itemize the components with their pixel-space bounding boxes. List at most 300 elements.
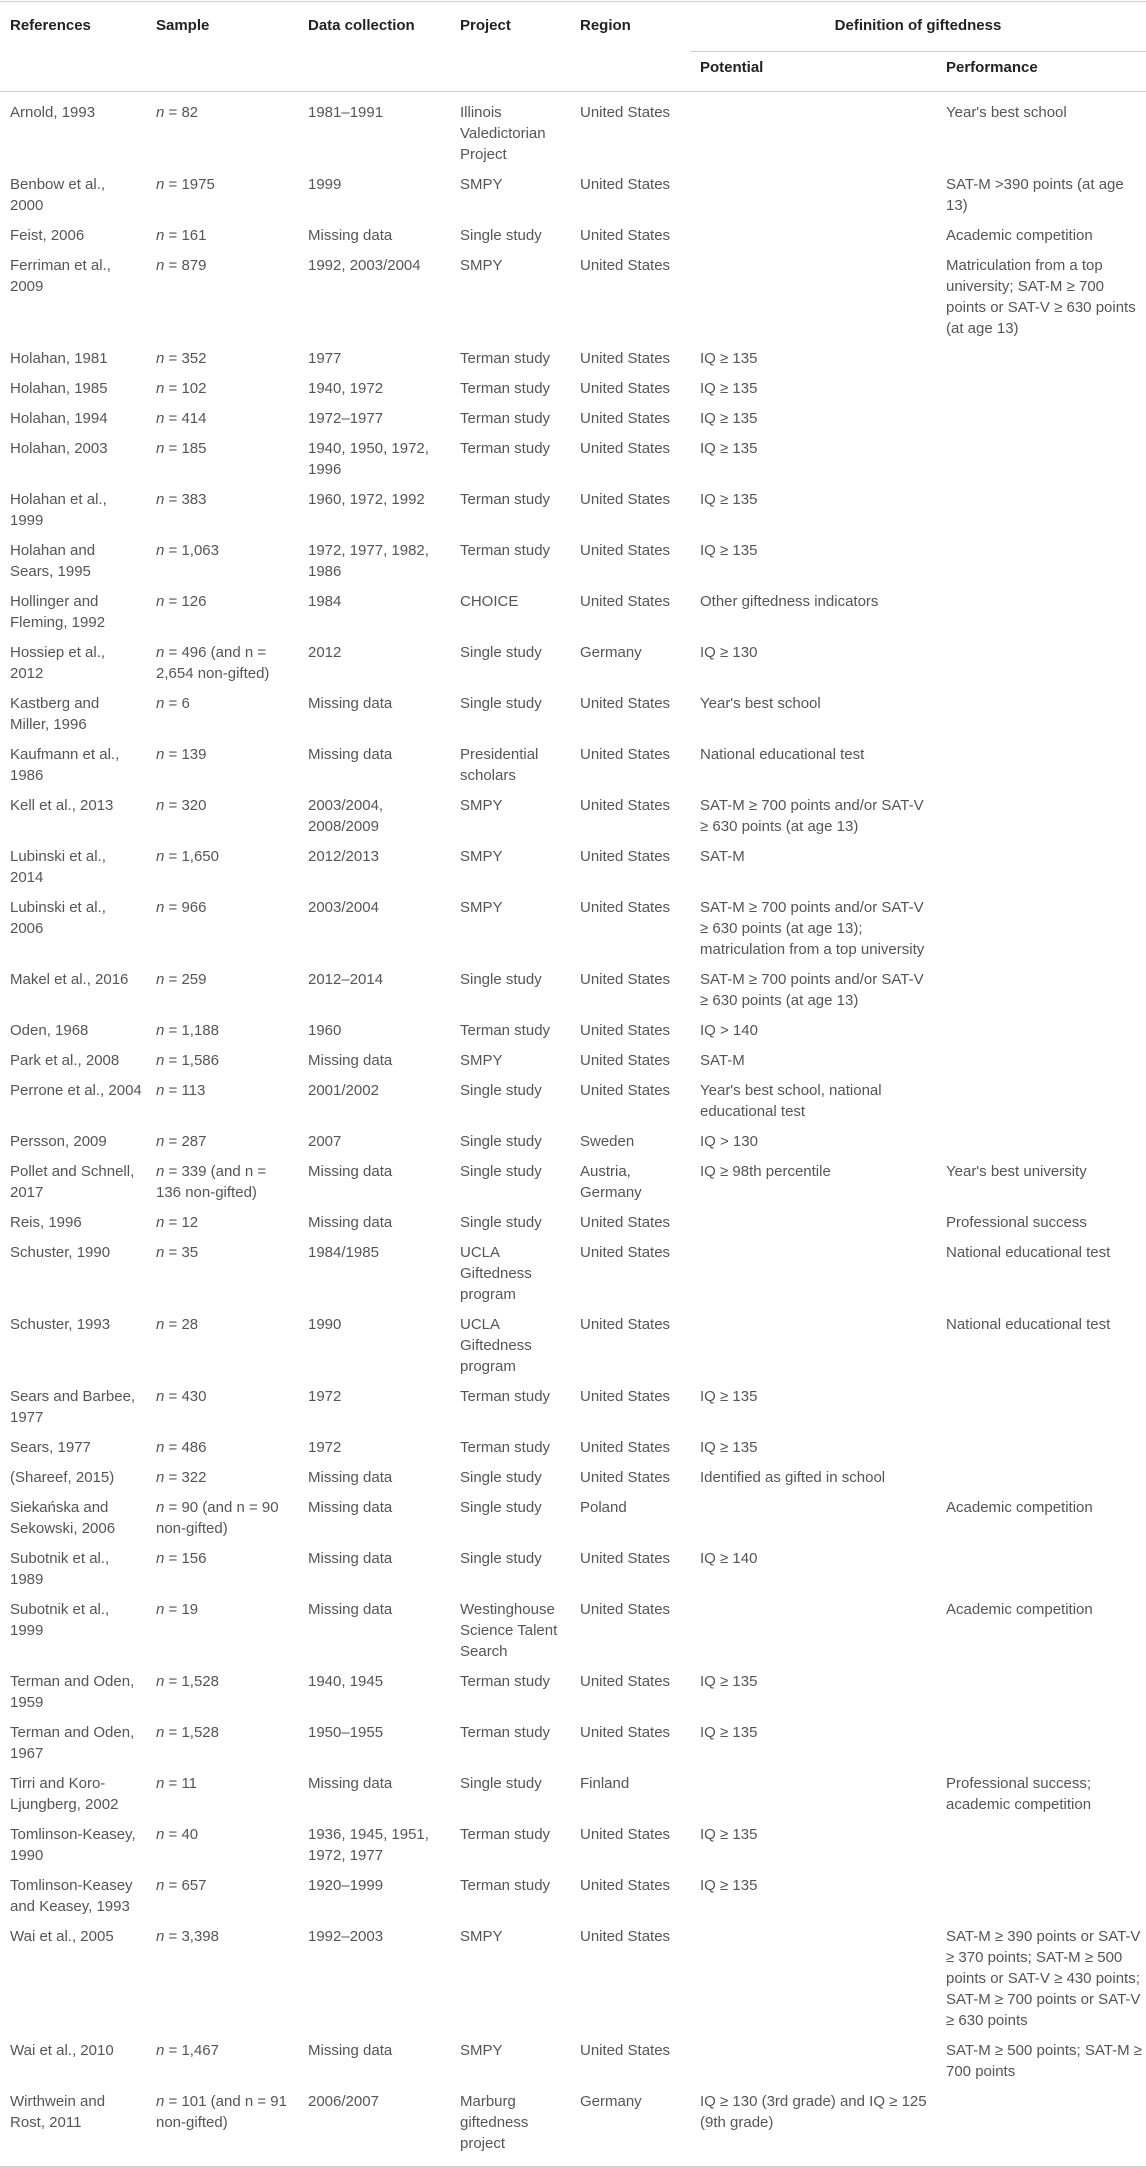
sample-value: 3,398 <box>181 1928 219 1945</box>
cell-performance <box>936 1464 1146 1494</box>
cell-data-collection: 2003/2004, 2008/2009 <box>308 797 384 835</box>
cell-potential <box>690 222 936 252</box>
cell-project: Terman study <box>460 542 551 559</box>
sample-value: 90 (and n = 90 non-gifted) <box>156 1499 279 1537</box>
sample-equals: = <box>164 593 182 610</box>
cell-potential: IQ ≥ 140 <box>700 1550 758 1567</box>
cell-region: United States <box>580 380 671 397</box>
sample-n-symbol: n <box>156 1877 165 1894</box>
sample-value: 126 <box>181 593 207 610</box>
cell-region: Austria, Germany <box>580 1163 642 1201</box>
sample-value: 156 <box>181 1550 207 1567</box>
cell-data-collection: 1984 <box>308 593 342 610</box>
cell-performance <box>936 405 1146 435</box>
cell-sample <box>146 1077 298 1128</box>
cell-region: United States <box>580 410 671 427</box>
sample-equals: = <box>164 848 182 865</box>
cell-sample <box>146 1209 298 1239</box>
cell-region: United States <box>580 797 671 814</box>
cell-sample <box>146 1821 298 1872</box>
table-row <box>0 92 1146 172</box>
cell-region: United States <box>580 899 671 916</box>
sample-value: 11 <box>181 1775 198 1792</box>
cell-region: United States <box>580 1673 671 1690</box>
sample-n-symbol: n <box>156 440 165 457</box>
sample-n-symbol: n <box>156 1601 165 1618</box>
sample-n-symbol: n <box>156 2042 165 2059</box>
cell-reference: Subotnik et al., 1999 <box>10 1601 110 1639</box>
cell-region: United States <box>580 1082 671 1099</box>
cell-potential: SAT-M ≥ 700 points and/or SAT-V ≥ 630 points (at age 13) <box>700 971 924 1009</box>
cell-reference: Reis, 1996 <box>10 1214 82 1231</box>
sample-value: 486 <box>181 1439 207 1456</box>
cell-project: Single study <box>460 1163 542 1180</box>
sample-value: 496 (and n = 2,654 non-gifted) <box>156 644 270 682</box>
cell-project: SMPY <box>460 1928 503 1945</box>
sample-equals: = <box>164 1214 182 1231</box>
sample-n-symbol: n <box>156 899 165 916</box>
cell-region: United States <box>580 2042 671 2059</box>
cell-project: Illinois Valedictorian Project <box>460 104 546 163</box>
cell-project: SMPY <box>460 899 503 916</box>
cell-project: Terman study <box>460 1022 551 1039</box>
cell-data-collection: 2001/2002 <box>308 1082 379 1099</box>
sample-n-symbol: n <box>156 1775 165 1792</box>
cell-project: Single study <box>460 695 542 712</box>
table-row <box>0 1821 1146 1872</box>
sample-equals: = <box>164 350 182 367</box>
cell-data-collection: Missing data <box>308 1214 393 1231</box>
cell-sample <box>146 345 298 375</box>
table-row <box>0 1383 1146 1434</box>
cell-project: Single study <box>460 1214 542 1231</box>
cell-data-collection: 1999 <box>308 176 342 193</box>
cell-sample <box>146 1596 298 1668</box>
sample-value: 1,467 <box>181 2042 219 2059</box>
col-header-project: Project <box>460 17 511 34</box>
cell-region: United States <box>580 350 671 367</box>
cell-sample <box>146 639 298 690</box>
sample-value: 879 <box>181 257 207 274</box>
cell-sample <box>146 537 298 588</box>
sample-equals: = <box>164 104 182 121</box>
cell-potential: National educational test <box>700 746 865 763</box>
table-row <box>0 1596 1146 1668</box>
cell-performance <box>936 1047 1146 1077</box>
sample-equals: = <box>164 176 182 193</box>
cell-performance: Academic competition <box>946 1601 1093 1618</box>
cell-performance: Professional success <box>946 1214 1087 1231</box>
sample-equals: = <box>164 1601 182 1618</box>
cell-reference: Tirri and Koro-Ljungberg, 2002 <box>10 1775 119 1813</box>
cell-performance <box>936 843 1146 894</box>
cell-data-collection: 1920–1999 <box>308 1877 384 1894</box>
sample-value: 1,586 <box>181 1052 219 1069</box>
sample-equals: = <box>164 410 182 427</box>
sample-n-symbol: n <box>156 1052 165 1069</box>
cell-potential: IQ ≥ 135 <box>700 380 758 397</box>
cell-potential <box>690 252 936 345</box>
col-header-region: Region <box>580 17 631 34</box>
cell-sample <box>146 1128 298 1158</box>
cell-data-collection: 1972 <box>308 1439 342 1456</box>
cell-sample <box>146 375 298 405</box>
sample-n-symbol: n <box>156 746 165 763</box>
sample-equals: = <box>164 1469 182 1486</box>
cell-project: Single study <box>460 1775 542 1792</box>
cell-potential: SAT-M <box>700 848 745 865</box>
cell-reference: Kell et al., 2013 <box>10 797 114 814</box>
cell-performance: National educational test <box>946 1316 1111 1333</box>
cell-sample <box>146 1311 298 1383</box>
sample-equals: = <box>164 440 182 457</box>
cell-region: United States <box>580 1601 671 1618</box>
sample-n-symbol: n <box>156 1724 165 1741</box>
cell-potential <box>690 1311 936 1383</box>
cell-data-collection: 1940, 1972 <box>308 380 384 397</box>
sample-n-symbol: n <box>156 1133 165 1150</box>
cell-performance <box>936 639 1146 690</box>
cell-data-collection: Missing data <box>308 1052 393 1069</box>
cell-sample <box>146 1719 298 1770</box>
sample-n-symbol: n <box>156 1244 165 1261</box>
cell-data-collection: 1977 <box>308 350 342 367</box>
cell-project: Terman study <box>460 1877 551 1894</box>
cell-region: United States <box>580 1244 671 1261</box>
cell-performance <box>936 486 1146 537</box>
col-header-references: References <box>10 17 91 34</box>
sample-equals: = <box>164 1163 182 1180</box>
sample-equals: = <box>164 1724 182 1741</box>
cell-reference: Ferriman et al., 2009 <box>10 257 111 295</box>
cell-reference: Kaufmann et al., 1986 <box>10 746 120 784</box>
cell-performance <box>936 375 1146 405</box>
cell-project: Terman study <box>460 1439 551 1456</box>
cell-performance: Academic competition <box>946 1499 1093 1516</box>
cell-potential: Identified as gifted in school <box>700 1469 886 1486</box>
cell-potential: SAT-M ≥ 700 points and/or SAT-V ≥ 630 points (at age 13); matriculation from a top university <box>700 899 925 958</box>
cell-data-collection: 2012 <box>308 644 342 661</box>
cell-performance <box>936 1872 1146 1923</box>
sample-value: 322 <box>181 1469 207 1486</box>
sample-n-symbol: n <box>156 380 165 397</box>
table-row <box>0 1494 1146 1545</box>
cell-reference: Oden, 1968 <box>10 1022 89 1039</box>
cell-project: Terman study <box>460 1724 551 1741</box>
sample-equals: = <box>164 746 182 763</box>
cell-sample <box>146 405 298 435</box>
table-row <box>0 1545 1146 1596</box>
table-row <box>0 486 1146 537</box>
cell-project: Single study <box>460 1499 542 1516</box>
cell-performance <box>936 966 1146 1017</box>
cell-region: United States <box>580 848 671 865</box>
cell-reference: Holahan, 2003 <box>10 440 108 457</box>
table-body <box>0 92 1146 2167</box>
cell-reference: (Shareef, 2015) <box>10 1469 115 1486</box>
sample-value: 352 <box>181 350 207 367</box>
cell-reference: Lubinski et al., 2014 <box>10 848 106 886</box>
cell-reference: Wai et al., 2010 <box>10 2042 114 2059</box>
cell-potential <box>690 1494 936 1545</box>
sample-n-symbol: n <box>156 1316 165 1333</box>
sample-equals: = <box>164 1877 182 1894</box>
cell-reference: Holahan, 1994 <box>10 410 108 427</box>
cell-region: United States <box>580 227 671 244</box>
table-row <box>0 741 1146 792</box>
sample-n-symbol: n <box>156 491 165 508</box>
cell-potential: IQ ≥ 135 <box>700 350 758 367</box>
cell-potential: IQ ≥ 135 <box>700 1826 758 1843</box>
cell-region: United States <box>580 1724 671 1741</box>
table-row <box>0 1311 1146 1383</box>
cell-data-collection: 1936, 1945, 1951, 1972, 1977 <box>308 1826 429 1864</box>
cell-potential: IQ ≥ 135 <box>700 542 758 559</box>
cell-potential: IQ ≥ 135 <box>700 1673 758 1690</box>
sample-n-symbol: n <box>156 593 165 610</box>
cell-potential <box>690 171 936 222</box>
cell-performance <box>936 345 1146 375</box>
cell-data-collection: 1981–1991 <box>308 104 384 121</box>
cell-reference: Kastberg and Miller, 1996 <box>10 695 100 733</box>
col-header-data-collection: Data collection <box>308 17 415 34</box>
cell-region: United States <box>580 1877 671 1894</box>
cell-potential: IQ ≥ 130 <box>700 644 758 661</box>
cell-project: Terman study <box>460 1826 551 1843</box>
cell-performance: Academic competition <box>946 227 1093 244</box>
cell-region: United States <box>580 1550 671 1567</box>
cell-region: United States <box>580 1022 671 1039</box>
sample-n-symbol: n <box>156 2093 165 2110</box>
cell-performance <box>936 537 1146 588</box>
cell-performance <box>936 2088 1146 2167</box>
cell-data-collection: 1990 <box>308 1316 342 1333</box>
sample-equals: = <box>164 1550 182 1567</box>
col-header-performance: Performance <box>946 59 1038 76</box>
sample-value: 113 <box>181 1082 206 1099</box>
cell-reference: Tomlinson-Keasey and Keasey, 1993 <box>10 1877 133 1915</box>
cell-potential: Year's best school <box>700 695 821 712</box>
cell-reference: Holahan and Sears, 1995 <box>10 542 96 580</box>
cell-potential: IQ ≥ 130 (3rd grade) and IQ ≥ 125 (9th grade) <box>700 2093 927 2131</box>
cell-reference: Sears, 1977 <box>10 1439 91 1456</box>
table-row <box>0 1872 1146 1923</box>
cell-sample <box>146 252 298 345</box>
sample-n-symbol: n <box>156 1439 165 1456</box>
sample-value: 101 (and n = 91 non-gifted) <box>156 2093 287 2131</box>
giftedness-studies-table <box>0 1 1146 2167</box>
sample-value: 12 <box>181 1214 199 1231</box>
cell-sample <box>146 894 298 966</box>
cell-reference: Hossiep et al., 2012 <box>10 644 106 682</box>
cell-reference: Terman and Oden, 1967 <box>10 1724 135 1762</box>
sample-value: 35 <box>181 1244 199 1261</box>
table-row <box>0 1209 1146 1239</box>
cell-reference: Holahan et al., 1999 <box>10 491 107 529</box>
table-row <box>0 2088 1146 2167</box>
cell-region: United States <box>580 1316 671 1333</box>
table-row <box>0 588 1146 639</box>
cell-potential: IQ ≥ 135 <box>700 1388 758 1405</box>
cell-data-collection: 1972 <box>308 1388 342 1405</box>
cell-performance <box>936 1128 1146 1158</box>
cell-data-collection: Missing data <box>308 227 393 244</box>
cell-sample <box>146 1494 298 1545</box>
sample-value: 1,188 <box>181 1022 219 1039</box>
table-row <box>0 1923 1146 2037</box>
sample-equals: = <box>164 1244 182 1261</box>
sample-n-symbol: n <box>156 542 165 559</box>
sample-value: 1,528 <box>181 1724 219 1741</box>
cell-region: United States <box>580 257 671 274</box>
sample-equals: = <box>164 257 182 274</box>
cell-project: SMPY <box>460 257 503 274</box>
sample-value: 259 <box>181 971 207 988</box>
table-row <box>0 171 1146 222</box>
sample-value: 28 <box>181 1316 199 1333</box>
cell-data-collection: Missing data <box>308 1163 393 1180</box>
sample-equals: = <box>164 1826 182 1843</box>
cell-performance <box>936 894 1146 966</box>
cell-sample <box>146 1464 298 1494</box>
cell-potential <box>690 1239 936 1311</box>
cell-performance: Year's best university <box>946 1163 1087 1180</box>
table-row <box>0 843 1146 894</box>
cell-sample <box>146 435 298 486</box>
sample-equals: = <box>164 380 182 397</box>
cell-project: Terman study <box>460 1388 551 1405</box>
cell-performance <box>936 1077 1146 1128</box>
table-row <box>0 1128 1146 1158</box>
sample-equals: = <box>164 971 182 988</box>
col-header-definition: Definition of giftedness <box>690 2 1146 52</box>
sample-n-symbol: n <box>156 1388 165 1405</box>
table-row <box>0 1077 1146 1128</box>
cell-region: United States <box>580 1928 671 1945</box>
cell-performance <box>936 588 1146 639</box>
cell-project: Terman study <box>460 410 551 427</box>
cell-data-collection: 2012–2014 <box>308 971 384 988</box>
cell-region: United States <box>580 1052 671 1069</box>
cell-data-collection: 1972–1977 <box>308 410 384 427</box>
cell-reference: Feist, 2006 <box>10 227 85 244</box>
cell-reference: Perrone et al., 2004 <box>10 1082 142 1099</box>
cell-reference: Schuster, 1990 <box>10 1244 111 1261</box>
cell-project: SMPY <box>460 2042 503 2059</box>
sample-n-symbol: n <box>156 1163 165 1180</box>
cell-project: Westinghouse Science Talent Search <box>460 1601 558 1660</box>
sample-equals: = <box>164 1775 182 1792</box>
cell-performance: Matriculation from a top university; SAT-M ≥ 700 points or SAT-V ≥ 630 points (at age 13) <box>946 257 1136 337</box>
sample-equals: = <box>164 227 182 244</box>
table-row <box>0 375 1146 405</box>
sample-equals: = <box>164 899 182 916</box>
cell-potential <box>690 1596 936 1668</box>
sample-equals: = <box>164 542 182 559</box>
cell-region: Germany <box>580 2093 642 2110</box>
sample-value: 19 <box>181 1601 199 1618</box>
sample-value: 185 <box>181 440 207 457</box>
cell-sample <box>146 843 298 894</box>
cell-data-collection: 1960, 1972, 1992 <box>308 491 425 508</box>
sample-value: 287 <box>181 1133 207 1150</box>
sample-value: 1,528 <box>181 1673 219 1690</box>
cell-sample <box>146 1017 298 1047</box>
cell-performance <box>936 741 1146 792</box>
cell-region: Finland <box>580 1775 630 1792</box>
cell-region: United States <box>580 1214 671 1231</box>
cell-region: United States <box>580 746 671 763</box>
sample-value: 430 <box>181 1388 207 1405</box>
cell-data-collection: 1960 <box>308 1022 342 1039</box>
sample-value: 1,063 <box>181 542 219 559</box>
table-row <box>0 537 1146 588</box>
cell-reference: Sears and Barbee, 1977 <box>10 1388 136 1426</box>
cell-potential: IQ ≥ 135 <box>700 1439 758 1456</box>
cell-data-collection: 1992, 2003/2004 <box>308 257 421 274</box>
cell-project: Terman study <box>460 350 551 367</box>
sample-n-symbol: n <box>156 1082 165 1099</box>
cell-potential <box>690 92 936 172</box>
cell-potential: Year's best school, national educational test <box>700 1082 882 1120</box>
cell-data-collection: Missing data <box>308 746 393 763</box>
cell-reference: Benbow et al., 2000 <box>10 176 106 214</box>
cell-data-collection: Missing data <box>308 695 393 712</box>
cell-reference: Lubinski et al., 2006 <box>10 899 106 937</box>
cell-region: United States <box>580 104 671 121</box>
cell-reference: Wai et al., 2005 <box>10 1928 114 1945</box>
sample-equals: = <box>164 797 182 814</box>
cell-project: Terman study <box>460 1673 551 1690</box>
sample-n-symbol: n <box>156 1673 165 1690</box>
sample-value: 1,650 <box>181 848 219 865</box>
sample-n-symbol: n <box>156 1022 165 1039</box>
cell-performance: Year's best school <box>946 104 1067 121</box>
cell-data-collection: 2006/2007 <box>308 2093 379 2110</box>
cell-reference: Park et al., 2008 <box>10 1052 120 1069</box>
cell-performance: SAT-M >390 points (at age 13) <box>946 176 1124 214</box>
cell-sample <box>146 222 298 252</box>
sample-n-symbol: n <box>156 1214 165 1231</box>
cell-performance: National educational test <box>946 1244 1111 1261</box>
cell-region: United States <box>580 695 671 712</box>
cell-potential: SAT-M <box>700 1052 745 1069</box>
table-row <box>0 639 1146 690</box>
col-header-sample: Sample <box>156 17 210 34</box>
sample-value: 320 <box>181 797 207 814</box>
cell-project: Terman study <box>460 440 551 457</box>
table-row <box>0 690 1146 741</box>
sample-equals: = <box>164 1439 182 1456</box>
sample-n-symbol: n <box>156 971 165 988</box>
cell-data-collection: 2003/2004 <box>308 899 379 916</box>
sample-n-symbol: n <box>156 1928 165 1945</box>
cell-data-collection: 1940, 1950, 1972, 1996 <box>308 440 429 478</box>
cell-potential: IQ > 140 <box>700 1022 758 1039</box>
cell-reference: Arnold, 1993 <box>10 104 96 121</box>
cell-potential: IQ ≥ 98th percentile <box>700 1163 831 1180</box>
cell-performance <box>936 1719 1146 1770</box>
cell-sample <box>146 792 298 843</box>
cell-sample <box>146 1047 298 1077</box>
cell-project: Terman study <box>460 380 551 397</box>
cell-reference: Holahan, 1981 <box>10 350 108 367</box>
cell-reference: Terman and Oden, 1959 <box>10 1673 135 1711</box>
cell-reference: Wirthwein and Rost, 2011 <box>10 2093 106 2131</box>
cell-data-collection: 2012/2013 <box>308 848 379 865</box>
cell-region: United States <box>580 542 671 559</box>
sample-value: 339 (and n = 136 non-gifted) <box>156 1163 267 1201</box>
